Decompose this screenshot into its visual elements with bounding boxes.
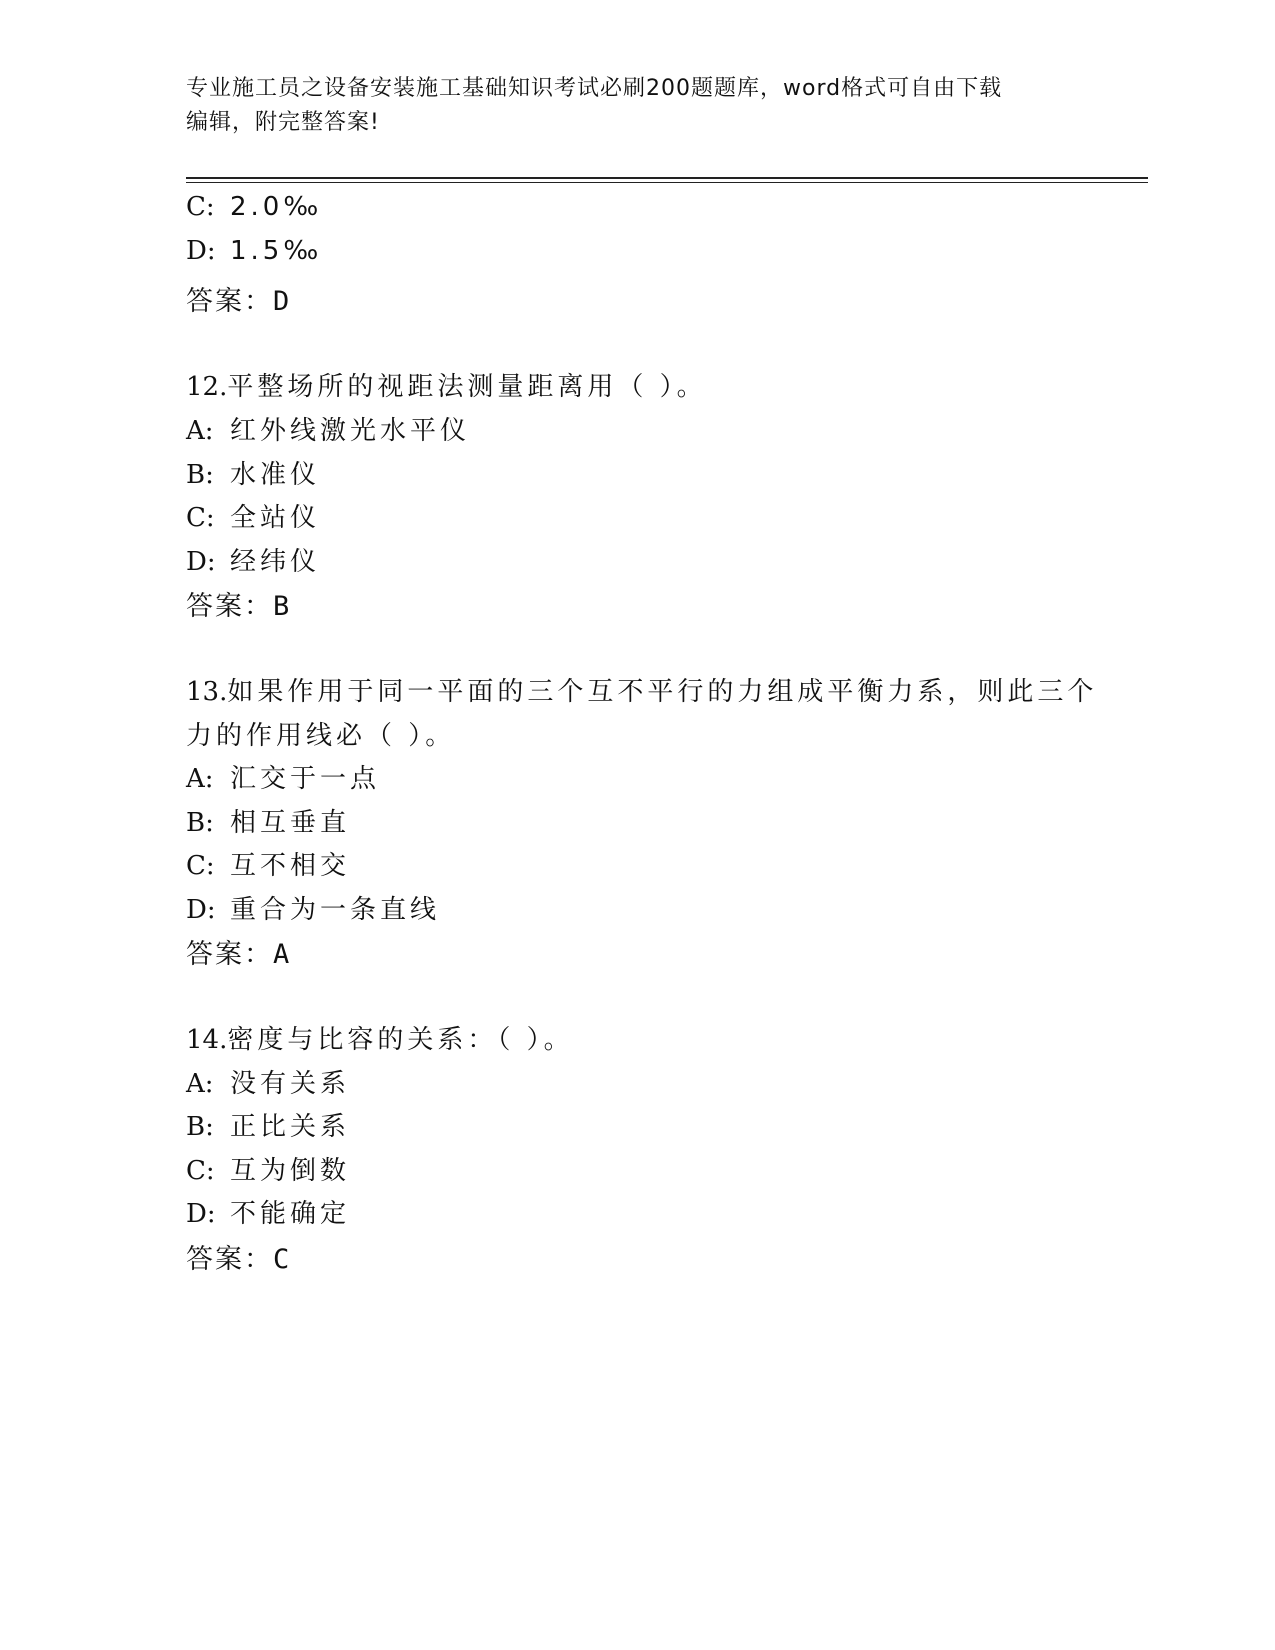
answer-value: B — [273, 591, 290, 622]
option-row — [186, 1106, 350, 1143]
option-key: A: — [186, 416, 214, 446]
option-key: A: — [186, 1069, 214, 1099]
option-text: 红外线激光水平仪 — [230, 416, 471, 446]
question-number: 14. — [186, 1025, 228, 1055]
option-row — [186, 497, 320, 534]
answer-row — [186, 1237, 289, 1276]
question-stem — [186, 366, 707, 403]
question-number: 12. — [186, 372, 228, 402]
answer-row — [186, 584, 289, 623]
option-text: 全站仪 — [230, 503, 321, 533]
option-key: C: — [186, 1156, 215, 1186]
option-text: 互为倒数 — [230, 1156, 351, 1186]
header-line-1: 专业施工员之设备安装施工基础知识考试必刷200题题库，word格式可自由下载 — [186, 76, 1003, 101]
option-text: 1.5‰ — [230, 236, 323, 266]
question-stem-text: 平整场所的视距法测量距离用（ ）。 — [227, 372, 707, 402]
answer-row — [186, 279, 289, 318]
option-text: 没有关系 — [230, 1069, 351, 1099]
option-text: 正比关系 — [230, 1112, 351, 1142]
option-key: D: — [186, 895, 216, 925]
option-text: 重合为一条直线 — [230, 895, 441, 925]
option-row — [186, 541, 320, 578]
option-row — [186, 1150, 350, 1187]
option-row — [186, 758, 380, 795]
option-row — [186, 454, 320, 491]
option-key: D: — [186, 547, 216, 577]
question-stem — [186, 671, 1097, 708]
answer-label: 答案： — [186, 939, 273, 970]
option-key: B: — [186, 460, 214, 490]
option-row — [186, 410, 470, 447]
answer-label: 答案： — [186, 286, 273, 317]
option-key: C: — [186, 503, 215, 533]
document-header — [186, 72, 1086, 140]
option-key: B: — [186, 1112, 214, 1142]
option-key: C: — [186, 192, 215, 222]
option-text: 2.0‰ — [230, 192, 323, 222]
option-key: A: — [186, 764, 214, 794]
option-row — [186, 192, 322, 222]
option-key: D: — [186, 1199, 216, 1229]
answer-label: 答案： — [186, 591, 273, 622]
answer-value: C — [273, 1244, 290, 1275]
option-row — [186, 236, 322, 266]
question-stem-continuation — [186, 715, 455, 752]
option-row — [186, 889, 440, 926]
option-text: 相互垂直 — [230, 808, 351, 838]
option-row — [186, 845, 350, 882]
option-key: D: — [186, 236, 216, 266]
question-stem-text: 力的作用线必（ ）。 — [186, 721, 456, 751]
header-line-2: 编辑，附完整答案! — [186, 110, 380, 135]
option-text: 互不相交 — [230, 851, 351, 881]
option-row — [186, 802, 350, 839]
option-text: 不能确定 — [230, 1199, 351, 1229]
question-number: 13. — [186, 677, 228, 707]
header-divider — [186, 177, 1148, 179]
answer-row — [186, 932, 289, 971]
answer-value: D — [273, 286, 290, 317]
option-text: 水准仪 — [230, 460, 321, 490]
option-text: 经纬仪 — [230, 547, 321, 577]
option-text: 汇交于一点 — [230, 764, 381, 794]
option-row — [186, 1063, 350, 1100]
option-key: C: — [186, 851, 215, 881]
question-stem-text: 密度与比容的关系：（ ）。 — [227, 1025, 574, 1055]
question-stem — [186, 1019, 574, 1056]
answer-value: A — [273, 939, 290, 970]
answer-label: 答案： — [186, 1244, 273, 1275]
header-divider-thin — [186, 182, 1148, 183]
question-stem-text: 如果作用于同一平面的三个互不平行的力组成平衡力系，则此三个 — [227, 677, 1098, 707]
option-row — [186, 1193, 350, 1230]
option-key: B: — [186, 808, 214, 838]
